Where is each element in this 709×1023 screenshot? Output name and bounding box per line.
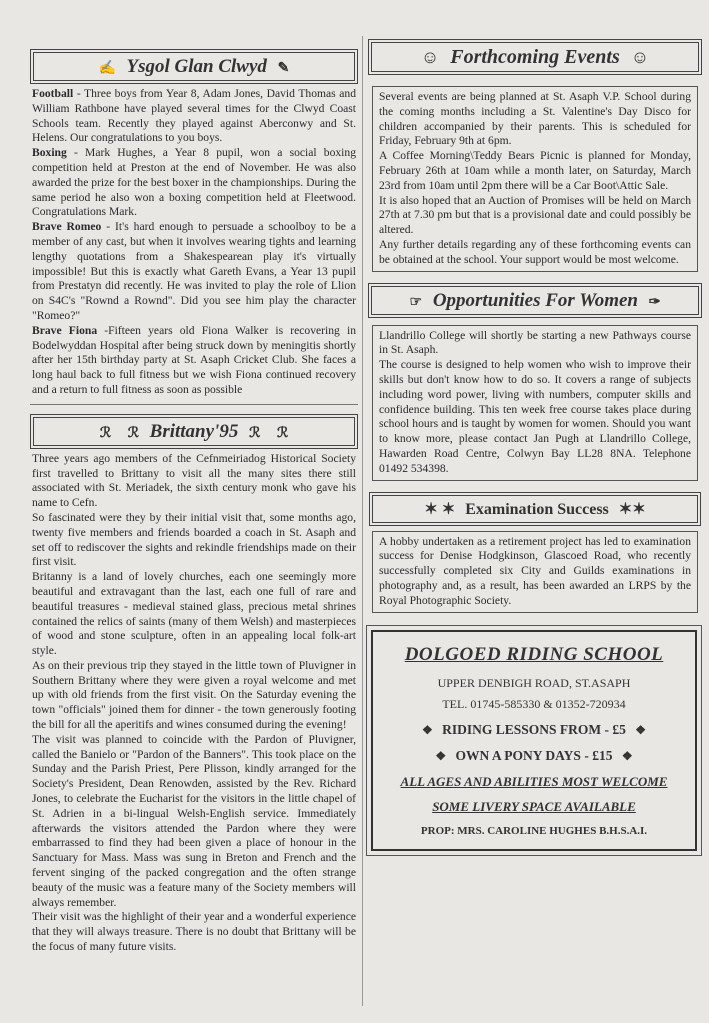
pencil-icon: ✎ (277, 61, 290, 76)
romeo-text: - It's hard enough to persuade a schoolboy to be a member of any cast, but when it involves wearing tights and learning lengthy quotations from a Shakespearean play it's virtually impossible! But this is exactly what Gareth Evans, a Year 13 pupil from Prestatyn did recently. He was invited to play the role of Llion on S4C's "Rownd a Rownd". Did you see him play the character "Romeo?" (32, 220, 356, 322)
women-box (372, 325, 698, 481)
advert-pony (381, 748, 687, 764)
football-heading: Football (32, 87, 74, 100)
women-title-box (371, 286, 699, 315)
brittany-paragraph: So fascinated were they by their initial visit that, some months ago, twenty five members and friends boarded a coach in St. Asaph and set off to rediscover the sights and rekindle friendships made on their first visit. (32, 510, 356, 569)
advert-welcome: ALL AGES AND ABILITIES MOST WELCOME (400, 773, 668, 789)
quill-icon: ✍ (98, 61, 117, 76)
advert-lessons (381, 722, 687, 738)
smiley-icon: ☺ (630, 47, 650, 67)
exam-section (368, 495, 702, 613)
romeo-paragraph (30, 220, 358, 324)
fiona-text: -Fifteen years old Fiona Walker is recovering in Bodelwyddan Hospital after being struck down by meningitis shortly after her 15th birthday party at St. Asaph Cricket Club. She faces a long haul back to full fitness but we wish Fiona continued recovery and a return to full fitness as soon as possible (32, 323, 356, 396)
flag-icon: ℛ (249, 425, 261, 441)
women-paragraph: The course is designed to help women who wish to improve their skills but don't know how to do so. It covers a range of subjects including word power, living with numbers, computer skills and confidence building. This ten week free course takes place during school hours and is taught by women for women. Should you want to know more, please contact Jan Pugh at Llandrillo College, Hawarden Road Centre, Colwyn Bay LL28 8NA. Telephone 01492 534398. (379, 358, 691, 475)
advert-livery: SOME LIVERY SPACE AVAILABLE (432, 798, 636, 814)
brittany-paragraph: Their visit was the highlight of their year and a wonderful experience that they will always treasure. There is no doubt that Brittany will be the focus of many future visits. (32, 910, 356, 954)
brittany-section (30, 417, 358, 955)
advert-address: UPPER DENBIGH ROAD, ST.ASAPH (437, 675, 631, 690)
diamond-icon: ❖ (421, 722, 433, 737)
events-paragraph: It is also hoped that an Auction of Promises will be held on March 27th at 7.30 pm but that is a provisional date and could possibly be altered. (379, 193, 691, 237)
romeo-heading: Brave Romeo (32, 220, 102, 234)
right-column (368, 34, 702, 856)
ysgol-section (30, 52, 358, 398)
events-paragraph: Any further details regarding any of these forthcoming events can be obtained at the school. Your support would be most welcome. (379, 237, 691, 266)
brittany-paragraph: Britanny is a land of lovely churches, each one seemingly more beautiful and extravagant than the last, each one full of rare and beautiful treasures - medieval stained glass, precious metal shrines contained the relics of saints (many of them Welsh) and masterpieces of wood and stone sculpture, often in an appealing local folk-art style. (32, 570, 356, 658)
exam-title: Examination Success (465, 500, 609, 518)
fiona-paragraph (30, 324, 358, 398)
left-column (30, 34, 358, 955)
boxing-text: - Mark Hughes, a Year 8 pupil, won a social boxing competition held at Preston at the end of November. He was also awarded the prize for the best boxer in the championships. During the same period he also won a boxing competition held at Fleetwood. Congratulations Mark. (32, 146, 356, 219)
events-paragraph: A Coffee Morning\Teddy Bears Picnic is planned for Monday, February 26th at 10am while a month later, on Saturday, March 23rd from 10am until 2pm there will be a Car Boot\Attic Sale. (379, 149, 691, 192)
women-paragraph: Llandrillo College will shortly be starting a new Pathways course in St. Asaph. (379, 328, 691, 357)
pony-text: OWN A PONY DAYS - £15 (455, 747, 613, 763)
events-title-box (371, 42, 699, 72)
brittany-paragraph: The visit was planned to coincide with the Pardon of Pluvigner, called the Banielo or "Pardon of the Banners". This took place on the Sunday and the Parish Priest, Pere Plisson, kindly arranged for the Society's President, Dean Renowden, assisted by the Rev. Richard Jones, to celebrate the Eucharist for the visitors in the little chapel of St. Adrien in a bi-lingual Welsh-English service. Immediately afterwards the visitors attended the Pardon where they were embarrassed to find they had been given a place of honour in the Sanctuary for Mass. Mass was sung in Breton and French and the fervent singing of the packed congregation and the often strange beauty of the music was a feature many of the Society members will always remember. (32, 732, 356, 909)
pointing-hand-icon: ☞ (409, 294, 423, 310)
boxing-heading: Boxing (32, 146, 67, 160)
brittany-paragraph: As on their previous trip they stayed in the little town of Pluvigner in Southern Brittany where they were given a royal welcome and met up with old friends from the first visit. On the Saturday evening the town "officials" joined them for dinner - the town generously footing the bill for all the aperitifs and wines consumed during the evening! (32, 658, 356, 732)
brittany-title: Brittany'95 (149, 420, 239, 442)
football-text: - Three boys from Year 8, Adam Jones, David Thomas and William Rathbone have played several times for the Clwyd Coast Schools team. Recently they played against Aberconwy and St. Helens. Our congratulations to you boys. (32, 87, 356, 145)
events-section (368, 42, 702, 272)
column-divider (362, 36, 363, 1006)
exam-box (372, 531, 698, 613)
diamond-icon: ❖ (435, 748, 447, 763)
advert-name: DOLGOED RIDING SCHOOL (404, 643, 664, 665)
fiona-heading: Brave Fiona (32, 323, 98, 337)
diamond-icon: ❖ (635, 722, 647, 737)
advert-proprietor: PROP: MRS. CAROLINE HUGHES B.H.S.A.I. (420, 824, 648, 837)
pen-icon: ✑ (648, 294, 661, 310)
smiley-icon: ☺ (420, 47, 440, 67)
women-title: Opportunities For Women (432, 289, 638, 311)
women-section (368, 286, 702, 481)
section-divider (30, 404, 358, 405)
advert-frame (366, 625, 702, 856)
events-title: Forthcoming Events (450, 46, 620, 68)
flag-icon: ℛ (277, 425, 289, 441)
ysgol-title: Ysgol Glan Clwyd (126, 56, 267, 77)
star-icon: ✶✶ (618, 500, 646, 518)
events-paragraph: Several events are being planned at St. Asaph V.P. School during the coming months including a St. Valentine's Day Disco for children accompanied by their parents. This is scheduled for Friday, February 9th at 6pm. (379, 90, 691, 148)
diamond-icon: ❖ (621, 748, 633, 763)
exam-title-box (372, 495, 698, 523)
star-icon: ✶ ✶ (424, 500, 456, 518)
exam-text: A hobby undertaken as a retirement project has led to examination success for Denise Hodgkinson, Glascoed Road, who recently successfully completed six City and Guilds examinations in photography and, as a result, has been awarded an LRPS by the Royal Photographic Society. (379, 534, 691, 607)
football-paragraph (30, 87, 358, 146)
events-box (372, 86, 698, 272)
ysgol-title-box (33, 52, 355, 81)
lessons-text: RIDING LESSONS FROM - £5 (442, 721, 626, 737)
flag-icon: ℛ (127, 425, 139, 441)
advert-telephone: TEL. 01745-585330 & 01352-720934 (442, 696, 626, 711)
boxing-paragraph (30, 146, 358, 220)
riding-school-advert (371, 630, 697, 851)
brittany-paragraph: Three years ago members of the Cefnmeiriadog Historical Society first travelled to Brittany to visit all the many sites there still associated with St. Meriadek, the sixth century monk who gave his name to Cefn. (32, 451, 356, 510)
flag-icon: ℛ (99, 425, 111, 441)
brittany-title-box (33, 417, 355, 446)
